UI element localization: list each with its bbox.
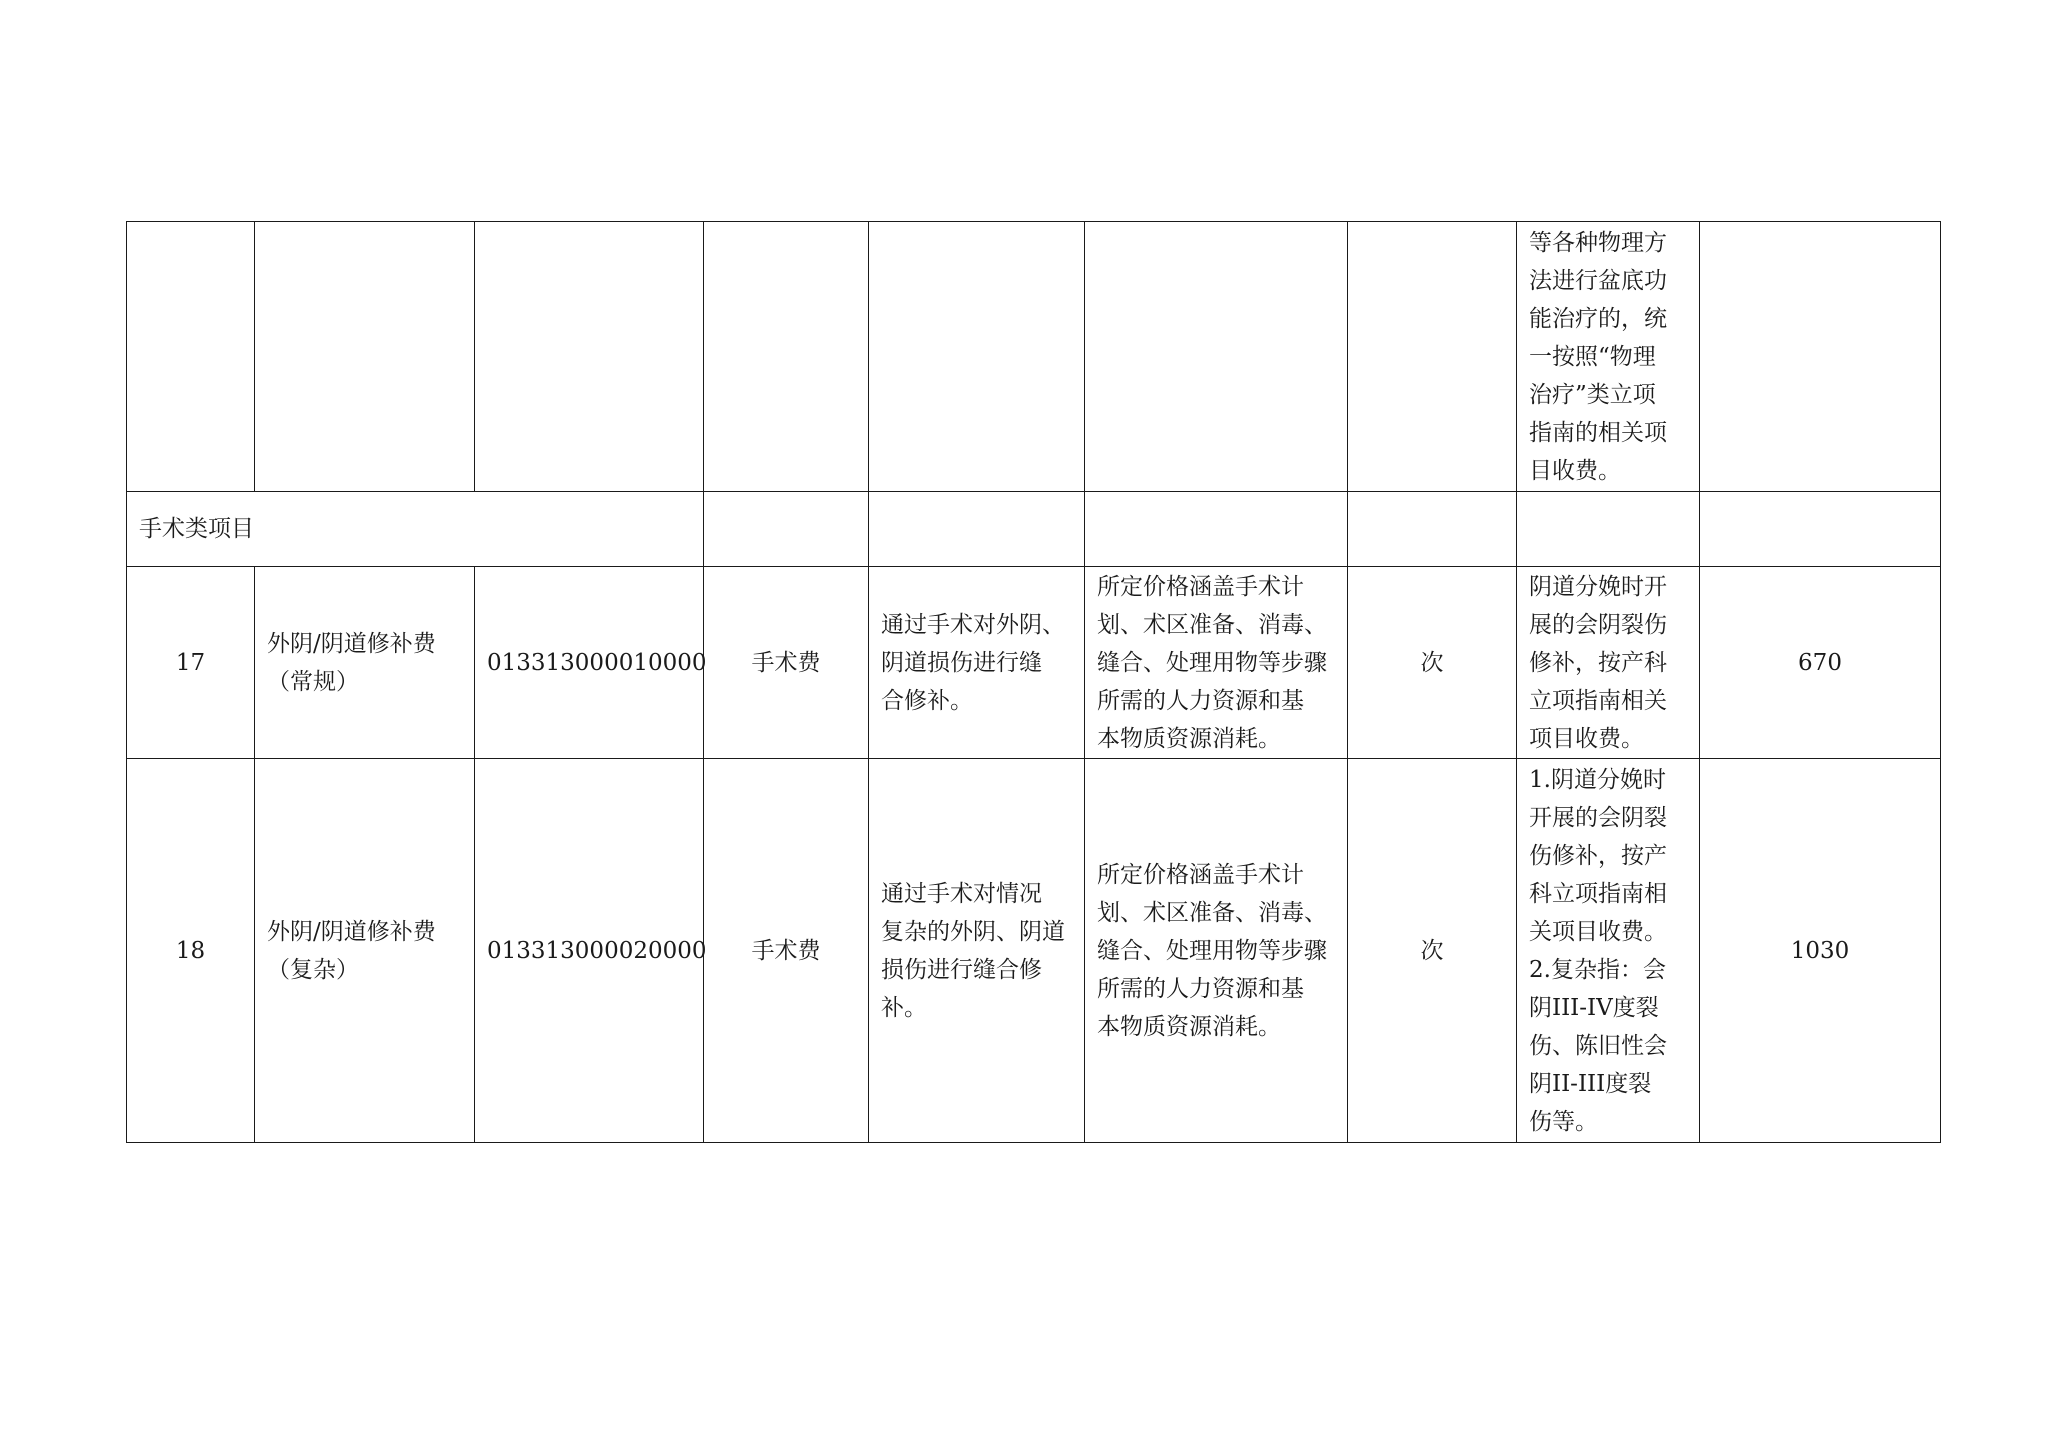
table-row [127,759,1941,1143]
cell-seq: 18 [127,759,255,1143]
cell-price-scope-empty [1085,222,1348,492]
cell-code: 013313000010000 [475,567,704,759]
cell-price-scope: 所定价格涵盖手术计 划、术区准备、消毒、 缝合、处理用物等步骤 所需的人力资源和基 本物质资源消耗。 [1085,759,1348,1143]
cell-category: 手术费 [704,567,869,759]
cell-remark: 阴道分娩时开 展的会阴裂伤 修补，按产科 立项指南相关 项目收费。 [1517,567,1700,759]
cell-name: 外阴/阴道修补费 （常规） [255,567,475,759]
cell-empty [1348,492,1517,567]
cell-unit: 次 [1348,759,1517,1143]
cell-price-empty [1700,222,1941,492]
cell-unit: 次 [1348,567,1517,759]
cell-service-empty [869,222,1085,492]
cell-seq-empty [127,222,255,492]
table-row-continuation [127,222,1941,492]
price-table [126,221,1941,1143]
cell-empty [1517,492,1700,567]
cell-name: 外阴/阴道修补费 （复杂） [255,759,475,1143]
cell-price: 1030 [1700,759,1941,1143]
cell-code-empty [475,222,704,492]
cell-empty [1700,492,1941,567]
cell-service: 通过手术对外阴、 阴道损伤进行缝 合修补。 [869,567,1085,759]
cell-remark: 1.阴道分娩时 开展的会阴裂 伤修补，按产 科立项指南相 关项目收费。 2.复杂指：会 阴III-IV度裂 伤、陈旧性会 阴II-III度裂 伤等。 [1517,759,1700,1143]
cell-empty [869,492,1085,567]
cell-price-scope: 所定价格涵盖手术计 划、术区准备、消毒、 缝合、处理用物等步骤 所需的人力资源和基 本物质资源消耗。 [1085,567,1348,759]
table-row-section [127,492,1941,567]
cell-seq: 17 [127,567,255,759]
table-row [127,567,1941,759]
cell-service: 通过手术对情况 复杂的外阴、阴道 损伤进行缝合修 补。 [869,759,1085,1143]
cell-price: 670 [1700,567,1941,759]
cell-category: 手术费 [704,759,869,1143]
cell-remark-continuation: 等各种物理方 法进行盆底功 能治疗的，统 一按照“物理 治疗”类立项 指南的相关项 目收费。 [1517,222,1700,492]
cell-empty [1085,492,1348,567]
cell-category-empty [704,222,869,492]
cell-name-empty [255,222,475,492]
cell-unit-empty [1348,222,1517,492]
cell-code: 013313000020000 [475,759,704,1143]
cell-empty [704,492,869,567]
section-title: 手术类项目 [127,492,704,567]
